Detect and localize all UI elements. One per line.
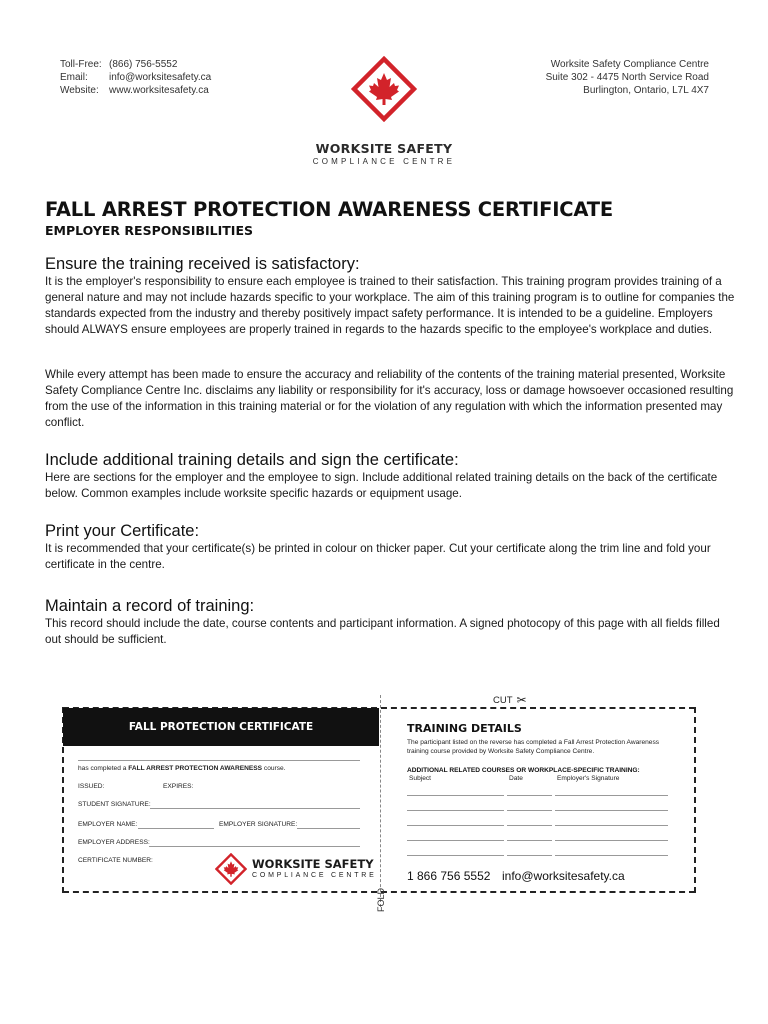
completed-statement [78, 765, 286, 772]
page-title: FALL ARREST PROTECTION AWARENESS CERTIFICATE [45, 198, 613, 221]
contact-value: www.worksitesafety.ca [109, 85, 209, 96]
section-heading: Ensure the training received is satisfactory: [45, 255, 360, 273]
expires-label: EXPIRES: [163, 783, 194, 790]
record-line [407, 825, 504, 826]
additional-training-heading: ADDITIONAL RELATED COURSES OR WORKPLACE-SPECIFIC TRAINING: [407, 767, 640, 774]
brand-subname: COMPLIANCE CENTRE [252, 872, 377, 879]
record-line [555, 840, 668, 841]
contact-label: Email: [60, 72, 88, 83]
section-paragraph: It is the employer's responsibility to ensure each employee is trained to their satisfaction. This training program provides training of a general nature and may not include hazards specific to your workplace. The aim of this training program is to outline for companies the standards expected from the industry and thereby positively impact safety performance. It is intended to be a guideline. Employers should ALWAYS ensure employees are properly trained in regards to the hazards specific to the employee's workplace and duties. [45, 275, 735, 336]
certificate-title-band [63, 708, 379, 746]
section-heading: Maintain a record of training: [45, 597, 255, 615]
certificate-title: FALL PROTECTION CERTIFICATE [128, 721, 314, 733]
brand-subname: COMPLIANCE CENTRE [312, 157, 456, 166]
employer-name-line [138, 828, 214, 829]
record-line [507, 825, 552, 826]
certificate-number-label: CERTIFICATE NUMBER: [78, 857, 153, 864]
maple-leaf-logo-icon [351, 56, 417, 122]
address-line: Worksite Safety Compliance Centre [550, 59, 709, 70]
record-line [407, 795, 504, 796]
contact-phone: 1 866 756 5552 [407, 869, 491, 883]
student-signature-line [150, 808, 360, 809]
section-heading: Print your Certificate: [45, 522, 200, 540]
completed-suffix: course. [262, 765, 286, 772]
contact-value: info@worksitesafety.ca [109, 72, 212, 83]
training-details-description: The participant listed on the reverse has completed a Fall Arrest Protection Awareness training course provided by Worksite Safety Compliance Centre. [407, 739, 660, 755]
cut-marker [493, 693, 527, 707]
section-paragraph: It is recommended that your certificate(s) be printed in colour on thicker paper. Cut your certificate along the trim line and fold your certificate in the centre. [45, 542, 711, 571]
section-heading: Include additional training details and sign the certificate: [45, 451, 459, 469]
record-line [555, 825, 668, 826]
brand-logotype [284, 141, 484, 166]
cut-label: CUT [493, 694, 513, 706]
address-line: Burlington, Ontario, L7L 4X7 [583, 85, 709, 96]
record-line [555, 810, 668, 811]
maple-leaf-logo-icon [215, 853, 247, 885]
section-paragraph: This record should include the date, course contents and participant information. A signed photocopy of this page with all fields filled out should be sufficient. [45, 617, 720, 646]
page-subtitle: EMPLOYER RESPONSIBILITIES [45, 223, 253, 238]
column-subject: Subject [409, 775, 431, 782]
contact-label: Toll-Free: [60, 59, 102, 70]
employer-address-label: EMPLOYER ADDRESS: [78, 839, 150, 846]
completed-prefix: has completed a [78, 765, 129, 772]
certificate-brand [252, 857, 377, 879]
student-signature-label: STUDENT SIGNATURE: [78, 801, 151, 808]
column-date: Date [509, 775, 523, 782]
record-line [555, 855, 668, 856]
contact-email: info@worksitesafety.ca [502, 869, 625, 883]
brand-name: WORKSITE SAFETY [315, 141, 453, 156]
fold-label: FOLD [376, 887, 386, 912]
column-employer-signature: Employer's Signature [557, 775, 620, 782]
record-line [507, 840, 552, 841]
employer-signature-line [297, 828, 360, 829]
record-line [407, 810, 504, 811]
section-paragraph: Here are sections for the employer and the employee to sign. Include additional related training details on the back of the certificate below. Common examples include worksite specific hazards or equipment usage. [45, 471, 718, 500]
issued-label: ISSUED: [78, 783, 105, 790]
completed-course: FALL ARREST PROTECTION AWARENESS [128, 765, 263, 772]
brand-name: WORKSITE SAFETY [252, 857, 374, 871]
record-line [507, 855, 552, 856]
contact-row-phone [60, 58, 211, 71]
section-paragraph: While every attempt has been made to ensure the accuracy and reliability of the contents of the training material presented, Worksite Safety Compliance Centre Inc. disclaims any liability or responsibility for it's accuracy, loss or damage howsoever occasioned resulting from the use of the information in this training material or for the violation of any regulation with which the information presented may conflict. [45, 368, 734, 429]
contact-row-website [60, 84, 211, 97]
trim-line-right [694, 707, 696, 893]
address-line: Suite 302 - 4475 North Service Road [545, 72, 709, 83]
contact-info [60, 58, 211, 97]
contact-label: Website: [60, 85, 99, 96]
training-details-title: TRAINING DETAILS [407, 722, 522, 735]
record-line [407, 855, 504, 856]
employer-address-line [149, 846, 360, 847]
contact-row-email [60, 71, 211, 84]
record-line [507, 795, 552, 796]
contact-value: (866) 756-5552 [109, 59, 178, 70]
scissors-icon: ✂ [516, 693, 527, 707]
employer-name-label: EMPLOYER NAME: [78, 821, 138, 828]
record-line [507, 810, 552, 811]
employer-signature-label: EMPLOYER SIGNATURE: [219, 821, 298, 828]
company-address [546, 58, 709, 97]
name-line [78, 760, 360, 761]
fold-line [380, 695, 381, 907]
record-line [407, 840, 504, 841]
record-line [555, 795, 668, 796]
